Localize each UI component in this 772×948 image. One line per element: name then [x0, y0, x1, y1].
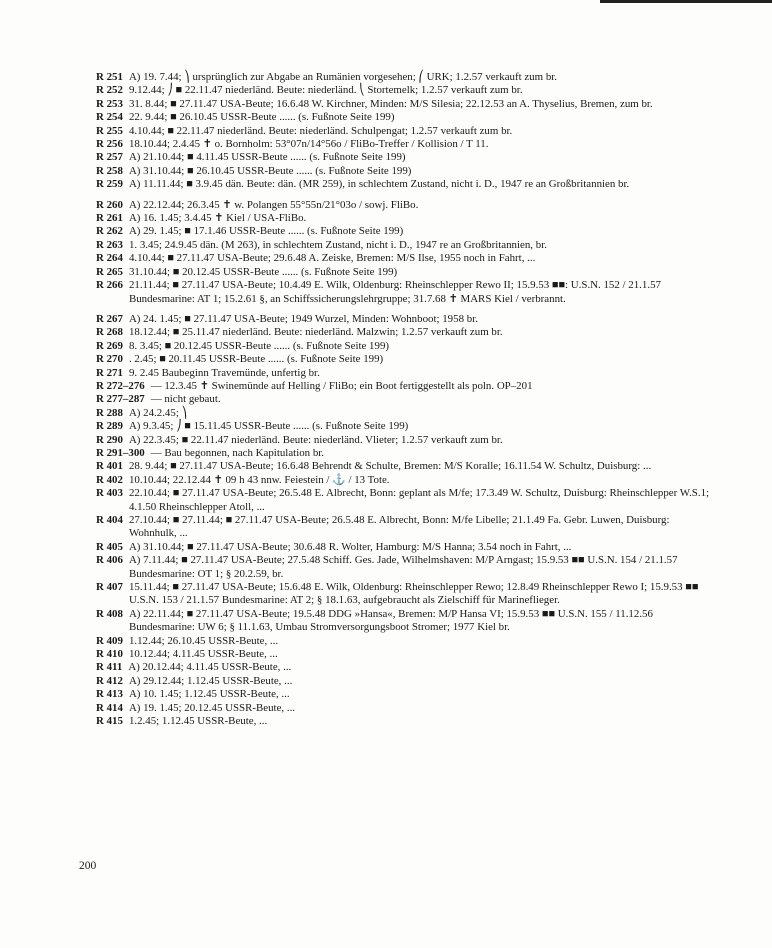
entry-r-415	[96, 715, 716, 728]
entry-r-401	[96, 460, 716, 473]
entry-r-413	[96, 688, 716, 701]
entry-r-259	[96, 178, 716, 191]
entry-id: R 256	[96, 138, 123, 151]
entry-text: 8. 3.45; ■ 20.12.45 USSR-Beute ...... (s. Fußnote Seite 199)	[128, 339, 390, 352]
entry-text: 1. 3.45; 24.9.45 dän. (M 263), in schlechtem Zustand, nicht i. D., 1947 re an Großbritannien, br.	[128, 238, 547, 251]
entry-r-408	[96, 608, 716, 635]
entry-id: R 255	[96, 124, 123, 137]
entry-id: R 266	[96, 279, 123, 292]
entry-id: R 260	[96, 198, 123, 211]
entry-text: — 12.3.45 ✝ Swinemünde auf Helling / FliBo; ein Boot fertiggestellt als poln. OP–201	[150, 379, 533, 392]
entry-id: R 408	[96, 607, 123, 620]
entry-r-272-276	[96, 380, 716, 393]
entry-id: R 413	[96, 688, 123, 701]
entry-text: 1.12.44; 26.10.45 USSR-Beute, ...	[128, 634, 279, 647]
entry-r-409	[96, 635, 716, 648]
entry-id: R 272–276	[96, 379, 145, 392]
entry-text: 9. 2.45 Baubeginn Travemünde, unfertig br.	[128, 366, 320, 379]
entry-text: A) 11.11.44; ■ 3.9.45 dän. Beute: dän. (MR 259), in schlechtem Zustand, nicht i. D., 1947 re an Großbritannien br.	[128, 178, 630, 191]
entry-r-270	[96, 353, 716, 366]
group-spacer	[96, 192, 716, 199]
entry-text: 31. 8.44; ■ 27.11.47 USA-Beute; 16.6.48 W. Kirchner, Minden: M/S Silesia; 22.12.53 an A. Thyselius, Bremen, zum br.	[128, 97, 653, 110]
entry-r-256	[96, 138, 716, 151]
entry-r-269	[96, 340, 716, 353]
entry-text: A) 7.11.44; ■ 27.11.47 USA-Beute; 27.5.48 Schiff. Ges. Jade, Wilhelmshaven: M/P Arngast; 15.9.53 ■■ U.S.N. 154 / 21.1.57 Bundesmarine: OT 1; § 20.2.59, br.	[128, 554, 678, 580]
entry-text: A) 31.10.44; ■ 26.10.45 USSR-Beute ...... (s. Fußnote Seite 199)	[128, 164, 412, 177]
entry-r-266	[96, 279, 716, 306]
entry-r-402	[96, 474, 716, 487]
entry-id: R 410	[96, 648, 123, 661]
entry-id: R 263	[96, 238, 123, 251]
entry-id: R 261	[96, 212, 123, 225]
entry-text: A) 22.11.44; ■ 27.11.47 USA-Beute; 19.5.48 DDG »Hansa«, Bremen: M/P Hansa VI; 15.9.53 ■■ U.S.N. 155 / 11.12.56 Bundesmarine: UW 6; § 11.1.63, Umbau Stromversorgungsboot Stromer; 1977 Kiel br.	[128, 607, 653, 634]
entry-r-267	[96, 313, 716, 326]
entry-r-405	[96, 541, 716, 554]
entry-text: 4.10.44; ■ 27.11.47 USA-Beute; 29.6.48 A. Zeiske, Bremen: M/S Ilse, 1955 noch in Fahrt, ...	[128, 252, 536, 265]
entry-text: 9.12.44; ⎠ ■ 22.11.47 niederländ. Beute: niederländ. ⎝ Stortemelk; 1.2.57 verkauft zum br.	[128, 84, 523, 97]
entry-id: R 402	[96, 473, 123, 486]
entry-r-260	[96, 199, 716, 212]
entry-r-410	[96, 648, 716, 661]
entry-id: R 414	[96, 701, 123, 714]
entry-text: A) 29. 1.45; ■ 17.1.46 USSR-Beute ...... (s. Fußnote Seite 199)	[128, 225, 404, 238]
entry-id: R 270	[96, 353, 123, 366]
entry-r-407	[96, 581, 716, 608]
entry-id: R 268	[96, 326, 123, 339]
entry-id: R 405	[96, 540, 123, 553]
entry-r-268	[96, 326, 716, 339]
entry-text: A) 29.12.44; 1.12.45 USSR-Beute, ...	[128, 674, 293, 687]
entry-id: R 252	[96, 84, 123, 97]
page-number: 200	[79, 860, 97, 872]
entry-id: R 407	[96, 581, 123, 594]
entry-text: 22. 9.44; ■ 26.10.45 USSR-Beute ...... (s. Fußnote Seite 199)	[128, 111, 395, 124]
entry-r-403	[96, 487, 716, 514]
entry-text: A) 16. 1.45; 3.4.45 ✝ Kiel / USA-FliBo.	[128, 212, 307, 225]
entry-r-291-300	[96, 447, 716, 460]
entry-r-258	[96, 165, 716, 178]
entry-id: R 264	[96, 252, 123, 265]
entry-text: 10.12.44; 4.11.45 USSR-Beute, ...	[128, 648, 278, 661]
entry-id: R 290	[96, 433, 123, 446]
entry-r-261	[96, 212, 716, 225]
entry-text: A) 22.3.45; ■ 22.11.47 niederländ. Beute: niederländ. Vlieter; 1.2.57 verkauft zum br.	[128, 433, 503, 446]
entry-r-290	[96, 434, 716, 447]
entry-id: R 404	[96, 514, 123, 526]
entry-text: 22.10.44; ■ 27.11.47 USA-Beute; 26.5.48 E. Albrecht, Bonn: geplant als M/fe; 17.3.49 W. Schultz, Duisburg: Rheinschlepper W.S.1; 4.1.50 Rheinschlepper Atoll, ...	[128, 487, 710, 513]
entry-id: R 267	[96, 312, 123, 325]
entry-id: R 259	[96, 178, 123, 191]
entry-text: A) 21.10.44; ■ 4.11.45 USSR-Beute ...... (s. Fußnote Seite 199)	[128, 151, 406, 164]
entry-id: R 411	[96, 661, 123, 674]
entry-r-262	[96, 225, 716, 238]
entry-r-412	[96, 675, 716, 688]
entry-text: 31.10.44; ■ 20.12.45 USSR-Beute ...... (s. Fußnote Seite 199)	[128, 265, 398, 278]
entry-text: A) 10. 1.45; 1.12.45 USSR-Beute, ...	[128, 688, 290, 701]
entry-text: 28. 9.44; ■ 27.11.47 USA-Beute; 16.6.48 Behrendt & Schulte, Bremen: M/S Koralle; 16.11.54 W. Schultz, Duisburg: ...	[128, 460, 652, 473]
entry-text: 10.10.44; 22.12.44 ✝ 09 h 43 nnw. Feiestein / ⚓ / 13 Tote.	[128, 473, 390, 486]
entry-id: R 277–287	[96, 393, 145, 406]
entry-r-277-287	[96, 393, 716, 406]
entry-id: R 262	[96, 225, 123, 238]
entry-text: A) 31.10.44; ■ 27.11.47 USA-Beute; 30.6.48 R. Wolter, Hamburg: M/S Hanna; 3.54 noch in Fahrt, ...	[128, 540, 572, 553]
entry-r-252	[96, 84, 716, 97]
entry-text: 21.11.44; ■ 27.11.47 USA-Beute; 10.4.49 E. Wilk, Oldenburg: Rheinschlepper Rewo II; 15.9.53 ■■: U.S.N. 152 / 21.1.57 Bundesmarine: AT 1; 15.2.61 §, an Schiffssicherungslehrgruppe; 31.7.68 ✝ MARS Kiel / verbrannt.	[128, 279, 661, 305]
entry-id: R 288	[96, 406, 123, 419]
entry-r-411	[96, 661, 716, 674]
entry-id: R 271	[96, 366, 123, 379]
entry-id: R 269	[96, 339, 123, 352]
group-spacer	[96, 306, 716, 313]
entry-r-404	[96, 514, 716, 541]
entry-r-257	[96, 151, 716, 164]
entry-r-251	[96, 71, 716, 84]
entry-text: 27.10.44; ■ 27.11.44; ■ 27.11.47 USA-Beute; 26.5.48 E. Albrecht, Bonn: M/fe Libelle; 21.1.49 Fa. Gebr. Luwen, Duisburg: Wohnhulk, ...	[128, 514, 670, 540]
entry-id: R 254	[96, 111, 123, 124]
entry-id: R 291–300	[96, 446, 145, 459]
entry-id: R 257	[96, 151, 123, 164]
entry-text: 18.10.44; 2.4.45 ✝ o. Bornholm: 53°07n/14°56o / FliBo-Treffer / Kollision / T 11.	[128, 138, 489, 151]
entry-id: R 403	[96, 487, 123, 500]
entry-text: A) 24.2.45; ⎞	[128, 406, 188, 419]
entry-r-253	[96, 98, 716, 111]
entry-list	[96, 71, 716, 729]
entry-text: A) 19. 7.44; ⎞ ursprünglich zur Abgabe an Rumänien vorgesehen; ⎛ URK; 1.2.57 verkauft zum br.	[128, 71, 558, 83]
entry-id: R 289	[96, 420, 123, 433]
entry-text: 18.12.44; ■ 25.11.47 niederländ. Beute: niederländ. Malzwin; 1.2.57 verkauft zum br.	[128, 326, 503, 339]
entry-r-255	[96, 125, 716, 138]
entry-text: — Bau begonnen, nach Kapitulation br.	[150, 446, 325, 459]
entry-id: R 401	[96, 460, 123, 473]
entry-r-254	[96, 111, 716, 124]
entry-id: R 415	[96, 715, 123, 728]
entry-id: R 406	[96, 554, 123, 567]
entry-id: R 265	[96, 265, 123, 278]
entry-text: A) 19. 1.45; 20.12.45 USSR-Beute, ...	[128, 701, 296, 714]
entry-r-288	[96, 407, 716, 420]
entry-id: R 409	[96, 634, 123, 647]
entry-text: 15.11.44; ■ 27.11.47 USA-Beute; 15.6.48 E. Wilk, Oldenburg: Rheinschlepper Rewo; 12.8.49 Rheinschlepper Rewo I; 15.9.53 ■■ U.S.N. 153 / 21.1.57 Bundesmarine: AT 2; § 18.1.63, aufgebraucht als Zielschiff für Marineflieger.	[128, 581, 699, 607]
entry-text: — nicht gebaut.	[150, 393, 221, 406]
top-rule	[600, 0, 772, 3]
entry-text: A) 24. 1.45; ■ 27.11.47 USA-Beute; 1949 Wurzel, Minden: Wohnboot; 1958 br.	[128, 312, 478, 325]
entry-text: . 2.45; ■ 20.11.45 USSR-Beute ...... (s. Fußnote Seite 199)	[128, 353, 384, 366]
entry-text: A) 9.3.45; ⎠ ■ 15.11.45 USSR-Beute ...... (s. Fußnote Seite 199)	[128, 420, 409, 433]
entry-text: 4.10.44; ■ 22.11.47 niederländ. Beute: niederländ. Schulpengat; 1.2.57 verkauft zum br.	[128, 124, 513, 137]
entry-r-265	[96, 266, 716, 279]
entry-r-406	[96, 554, 716, 581]
entry-id: R 258	[96, 164, 123, 177]
entry-r-289	[96, 420, 716, 433]
entry-text: 1.2.45; 1.12.45 USSR-Beute, ...	[128, 715, 268, 728]
entry-r-271	[96, 367, 716, 380]
entry-id: R 253	[96, 97, 123, 110]
entry-text: A) 22.12.44; 26.3.45 ✝ w. Polangen 55°55n/21°03o / sowj. FliBo.	[128, 198, 419, 211]
entry-id: R 412	[96, 674, 123, 687]
entry-r-264	[96, 252, 716, 265]
entry-id: R 251	[96, 71, 123, 83]
entry-r-263	[96, 239, 716, 252]
entry-text: A) 20.12.44; 4.11.45 USSR-Beute, ...	[128, 661, 292, 674]
entry-r-414	[96, 702, 716, 715]
